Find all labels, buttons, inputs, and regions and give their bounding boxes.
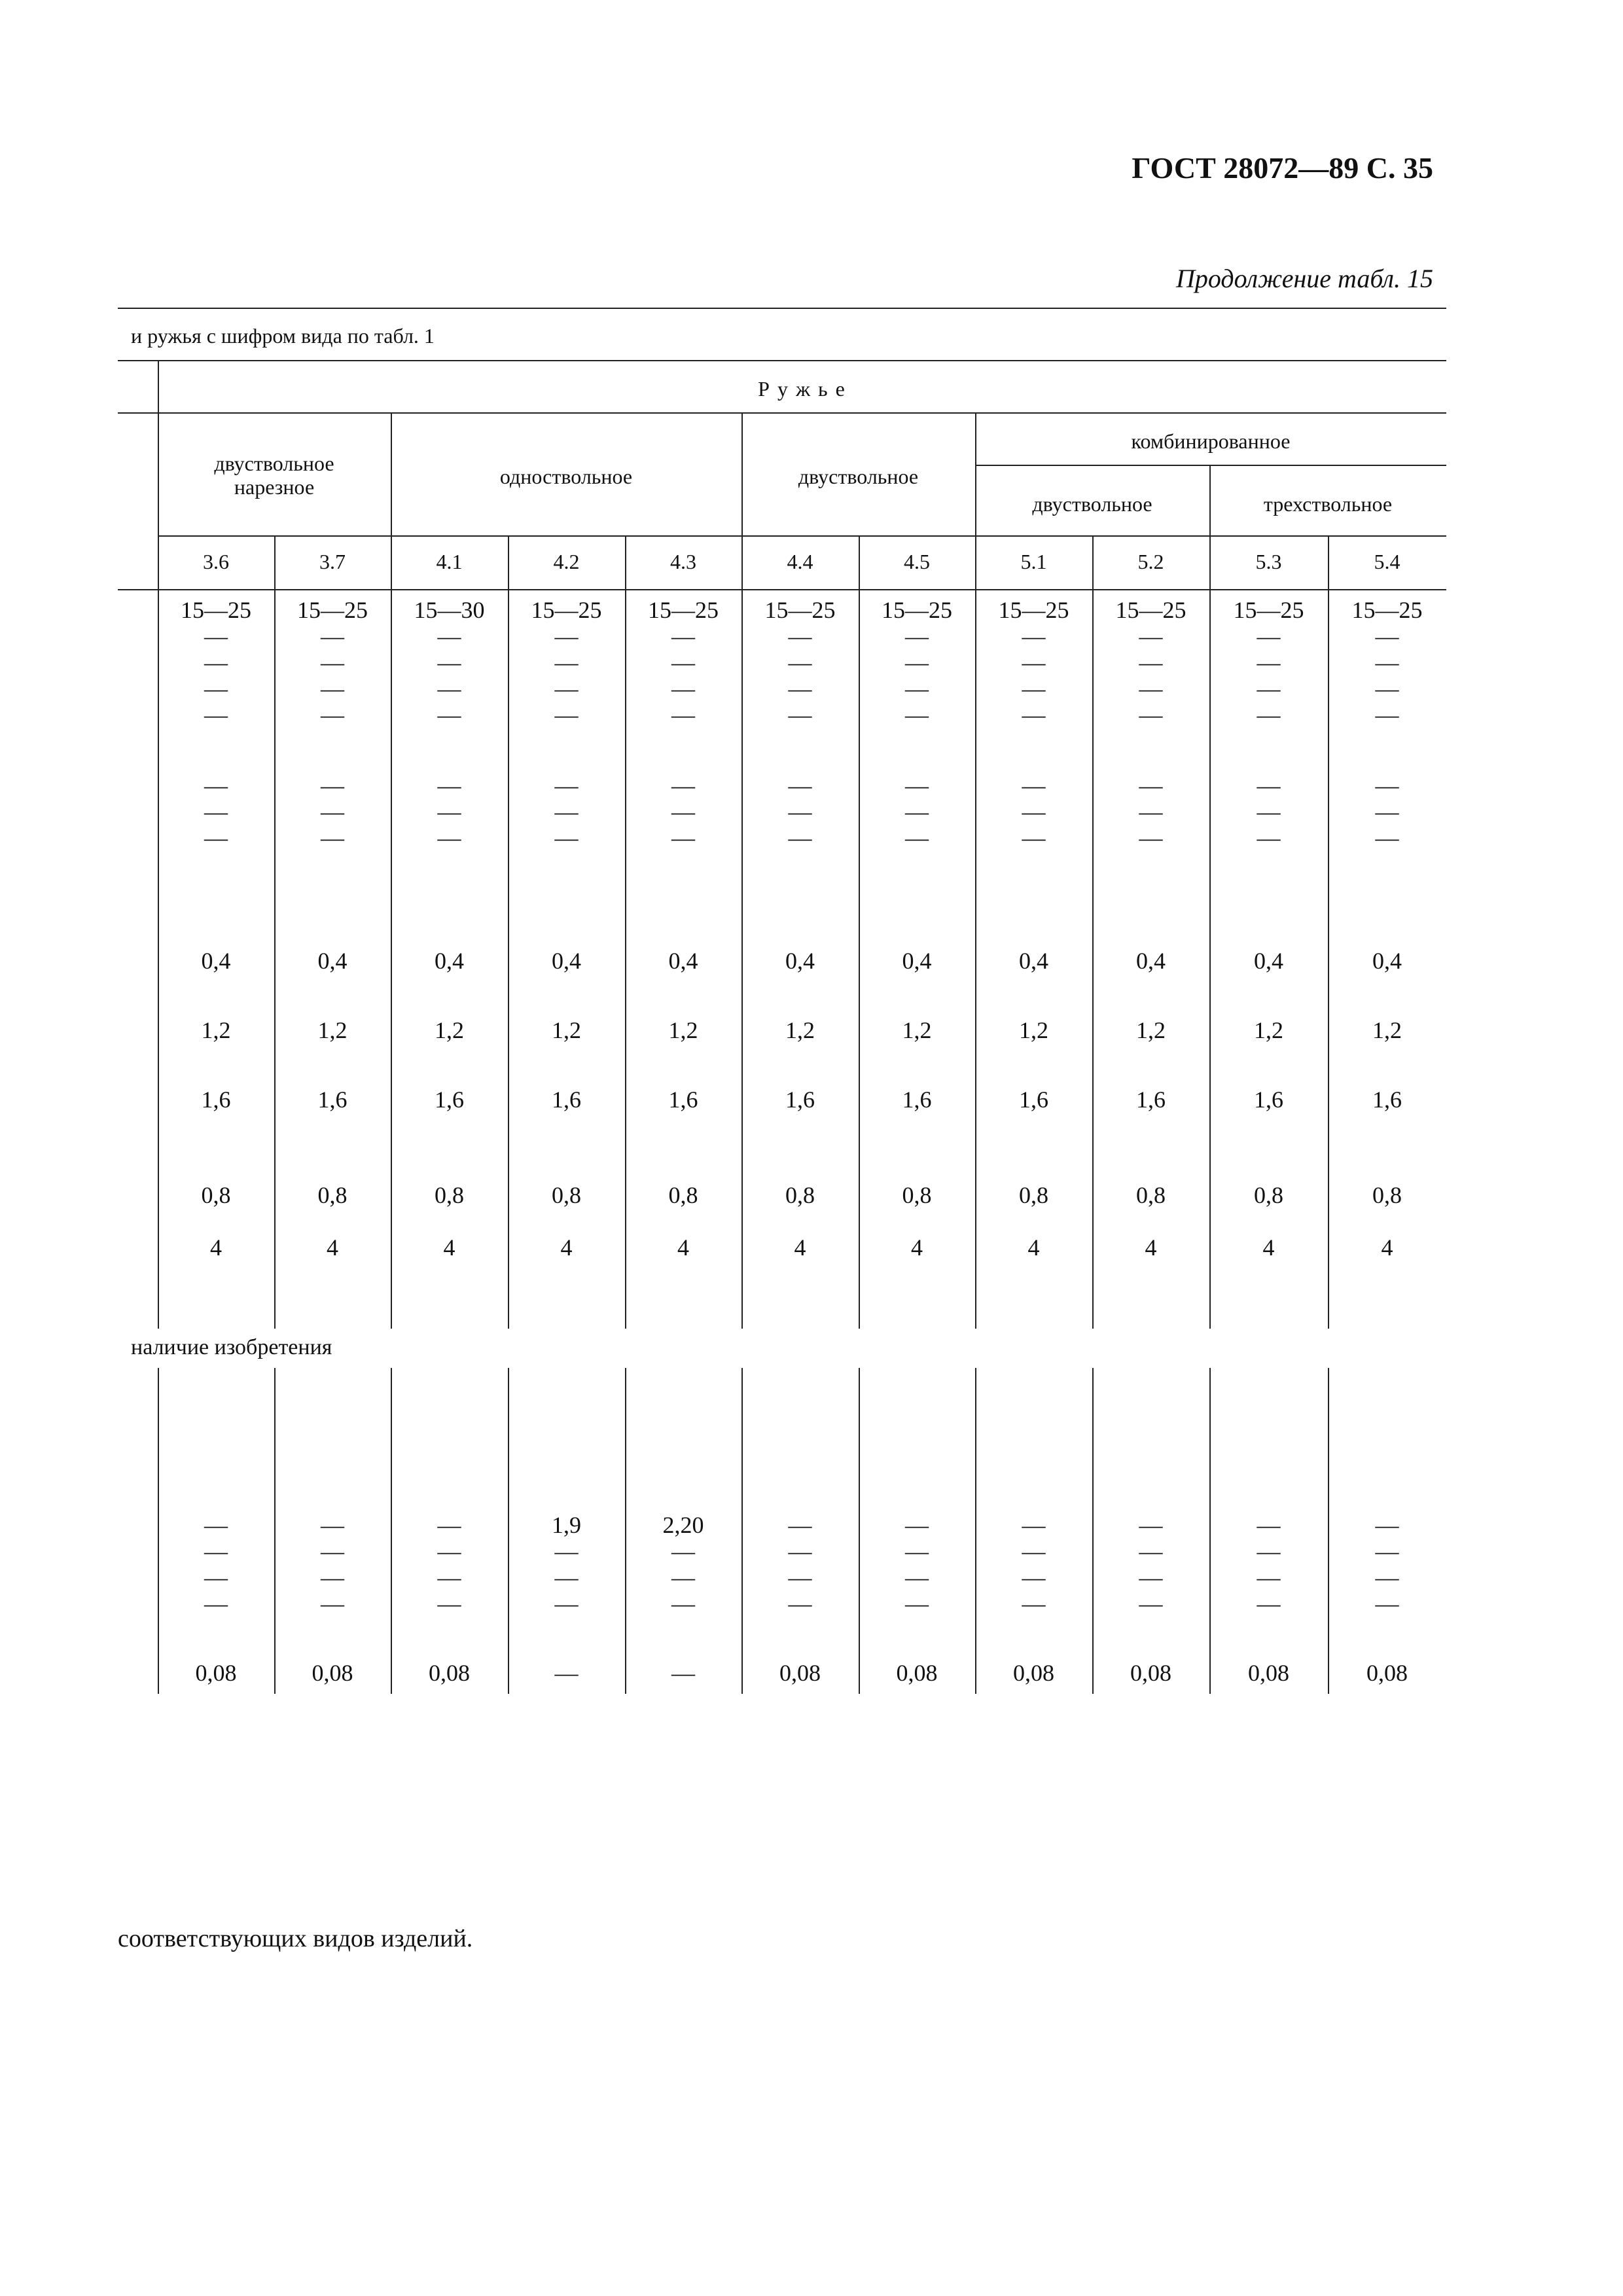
dash-cell: —: [1139, 1538, 1163, 1564]
value-cell: 4: [911, 1234, 923, 1261]
subgroup-single: одноствольное: [499, 465, 633, 488]
footer-text: соответствующих видов изделий.: [118, 1925, 473, 1952]
value-cell: 1,2: [902, 1017, 932, 1043]
value-cell: 0,08: [896, 1660, 938, 1686]
dash-cell: —: [671, 798, 695, 825]
dash-cell: —: [671, 623, 695, 649]
dash-cell: —: [321, 825, 344, 851]
dash-cell: —: [204, 675, 228, 702]
dash-cell: —: [1139, 825, 1163, 851]
value-cell: 4: [443, 1234, 455, 1261]
value-cell: 1,2: [201, 1017, 231, 1043]
dash-cell: —: [554, 675, 579, 702]
dash-cell: —: [1022, 702, 1046, 728]
dash-cell: —: [1022, 825, 1046, 851]
value-cell: 0,08: [779, 1660, 821, 1686]
code-cell: 3.7: [319, 550, 346, 573]
range-cell: 15—25: [882, 597, 952, 623]
dash-cell: —: [321, 702, 344, 728]
group-title: Р у ж ь е: [758, 377, 846, 401]
dash-cell: —: [1257, 825, 1281, 851]
dash-cell: —: [1022, 1538, 1046, 1564]
range-cell: 15—25: [764, 597, 836, 623]
dash-cell: —: [1139, 675, 1163, 702]
value-cell: 1,6: [902, 1086, 932, 1113]
dash-cell: —: [437, 1564, 461, 1590]
value-cell: 0,8: [435, 1182, 464, 1208]
value-cell: 4: [1027, 1234, 1040, 1261]
table-column: [975, 0, 1092, 1964]
value-cell: 4: [560, 1234, 573, 1261]
value-cell: 0,4: [201, 948, 231, 974]
code-cell: 5.3: [1255, 550, 1282, 573]
value-cell: 0,4: [1372, 948, 1402, 974]
value-cell: 0,08: [195, 1660, 237, 1686]
dash-cell: —: [1022, 623, 1046, 649]
range-cell: 15—30: [414, 597, 485, 623]
dash-cell: —: [554, 1590, 579, 1617]
value-cell: 1,6: [317, 1086, 348, 1113]
page-header: ГОСТ 28072—89 С. 35: [1132, 151, 1433, 185]
table-column: [859, 0, 975, 1964]
value-cell: —: [1139, 1512, 1163, 1538]
value-cell: —: [204, 1512, 228, 1538]
dash-cell: —: [321, 798, 344, 825]
table-column: [1328, 0, 1446, 1964]
dash-cell: —: [437, 798, 461, 825]
value-cell: —: [1375, 1512, 1399, 1538]
value-cell: 1,9: [552, 1512, 581, 1538]
code-cell: 4.5: [904, 550, 930, 573]
dash-cell: —: [1257, 772, 1281, 798]
value-cell: —: [1022, 1512, 1046, 1538]
value-cell: 4: [210, 1234, 222, 1261]
dash-cell: —: [437, 649, 461, 675]
value-cell: 4: [1145, 1234, 1157, 1261]
range-cell: 15—25: [1351, 597, 1423, 623]
dash-cell: —: [905, 649, 929, 675]
dash-cell: —: [321, 623, 344, 649]
value-cell: 0,8: [1019, 1182, 1048, 1208]
dash-cell: —: [554, 702, 579, 728]
value-cell: 0,8: [902, 1182, 932, 1208]
value-cell: 4: [327, 1234, 338, 1261]
subgroup-double-rifled: двуствольное нарезное: [214, 452, 334, 499]
value-cell: 0,4: [668, 948, 698, 974]
dash-cell: —: [671, 1564, 695, 1590]
dash-cell: —: [204, 772, 228, 798]
dash-cell: —: [1375, 798, 1399, 825]
dash-cell: —: [1139, 1590, 1163, 1617]
value-cell: 0,8: [1254, 1182, 1283, 1208]
value-cell: 0,08: [429, 1660, 470, 1686]
dash-cell: —: [437, 825, 461, 851]
dash-cell: —: [1257, 702, 1281, 728]
value-cell: —: [788, 1512, 812, 1538]
dash-cell: —: [204, 825, 228, 851]
value-cell: 0,8: [785, 1182, 815, 1208]
dash-cell: —: [1257, 1590, 1281, 1617]
table-column: [1092, 0, 1209, 1964]
value-cell: 1,2: [435, 1017, 464, 1043]
dash-cell: —: [788, 1590, 812, 1617]
value-cell: 1,6: [552, 1086, 581, 1113]
dash-cell: —: [1139, 649, 1163, 675]
dash-cell: —: [1375, 825, 1399, 851]
value-cell: 0,4: [902, 948, 932, 974]
dash-cell: —: [905, 675, 929, 702]
dash-cell: —: [321, 772, 344, 798]
dash-cell: —: [1139, 772, 1163, 798]
value-cell: 1,6: [1136, 1086, 1166, 1113]
dash-cell: —: [671, 675, 695, 702]
dash-cell: —: [554, 825, 579, 851]
dash-cell: —: [1257, 675, 1281, 702]
subgroup-combined-triple: трехствольное: [1263, 492, 1393, 516]
value-cell: 1,2: [1372, 1017, 1402, 1043]
range-cell: 15—25: [531, 597, 602, 623]
dash-cell: —: [905, 798, 929, 825]
table-column: [508, 0, 625, 1964]
dash-cell: —: [554, 798, 579, 825]
dash-cell: —: [905, 1564, 929, 1590]
subgroup-double: двуствольное: [798, 465, 919, 488]
dash-cell: —: [554, 772, 579, 798]
range-cell: 15—25: [297, 597, 368, 623]
dash-cell: —: [1375, 1590, 1399, 1617]
dash-cell: —: [437, 702, 461, 728]
dash-cell: —: [437, 675, 461, 702]
value-cell: 1,2: [1254, 1017, 1283, 1043]
dash-cell: —: [1257, 798, 1281, 825]
dash-cell: —: [671, 702, 695, 728]
value-cell: 1,2: [1136, 1017, 1166, 1043]
range-cell: 15—25: [1233, 597, 1304, 623]
table-column: [158, 0, 274, 1964]
dash-cell: —: [204, 1564, 228, 1590]
code-cell: 4.4: [787, 550, 813, 573]
range-cell: 15—25: [1115, 597, 1186, 623]
dash-cell: —: [321, 675, 344, 702]
dash-cell: —: [204, 623, 228, 649]
value-cell: 0,08: [1366, 1660, 1408, 1686]
dash-cell: —: [321, 1538, 344, 1564]
value-cell: 4: [1381, 1234, 1393, 1261]
value-cell: 1,6: [1019, 1086, 1048, 1113]
value-cell: 1,2: [785, 1017, 815, 1043]
dash-cell: —: [204, 798, 228, 825]
dash-cell: —: [1375, 772, 1399, 798]
dash-cell: —: [1375, 1564, 1399, 1590]
value-cell: 2,20: [662, 1512, 704, 1538]
table-column: [391, 0, 508, 1964]
dash-cell: —: [437, 623, 461, 649]
dash-cell: —: [554, 1538, 579, 1564]
table-column: [625, 0, 741, 1964]
code-cell: 5.1: [1020, 550, 1047, 573]
value-cell: —: [905, 1512, 929, 1538]
dash-cell: —: [1257, 649, 1281, 675]
dash-cell: —: [788, 675, 812, 702]
value-cell: 4: [677, 1234, 689, 1261]
dash-cell: —: [204, 1538, 228, 1564]
value-cell: 0,08: [1130, 1660, 1171, 1686]
dash-cell: —: [437, 1538, 461, 1564]
value-cell: 1,6: [1254, 1086, 1283, 1113]
value-cell: 4: [1262, 1234, 1275, 1261]
dash-cell: —: [1257, 1564, 1281, 1590]
code-cell: 4.1: [436, 550, 463, 573]
range-cell: 15—25: [648, 597, 719, 623]
value-cell: 1,6: [201, 1086, 231, 1113]
range-cell: 15—25: [181, 597, 251, 623]
value-cell: 1,6: [435, 1086, 464, 1113]
dash-cell: —: [1022, 649, 1046, 675]
table-column: [274, 0, 391, 1964]
range-cell: 15—25: [998, 597, 1069, 623]
dash-cell: —: [1375, 702, 1399, 728]
value-cell: 0,08: [1013, 1660, 1054, 1686]
dash-cell: —: [554, 623, 579, 649]
dash-cell: —: [321, 1590, 344, 1617]
value-cell: 1,2: [317, 1017, 348, 1043]
value-cell: —: [437, 1512, 461, 1538]
value-cell: 1,6: [785, 1086, 815, 1113]
value-cell: —: [671, 1660, 695, 1686]
value-cell: 4: [794, 1234, 806, 1261]
dash-cell: —: [1139, 1564, 1163, 1590]
dash-cell: —: [204, 702, 228, 728]
value-cell: —: [554, 1660, 579, 1686]
value-cell: 0,4: [1136, 948, 1166, 974]
dash-cell: —: [321, 1564, 344, 1590]
table-column: [1209, 0, 1328, 1964]
subgroup-combined: комбинированное: [1131, 429, 1291, 453]
dash-cell: —: [1375, 1538, 1399, 1564]
value-cell: —: [321, 1512, 344, 1538]
dash-cell: —: [1257, 623, 1281, 649]
code-cell: 4.3: [670, 550, 696, 573]
dash-cell: —: [437, 1590, 461, 1617]
dash-cell: —: [1139, 623, 1163, 649]
dash-cell: —: [788, 1538, 812, 1564]
dash-cell: —: [788, 825, 812, 851]
dash-cell: —: [1375, 649, 1399, 675]
value-cell: 0,8: [201, 1182, 231, 1208]
value-cell: 0,08: [1248, 1660, 1289, 1686]
dash-cell: —: [554, 649, 579, 675]
dash-cell: —: [204, 649, 228, 675]
dash-cell: —: [554, 1564, 579, 1590]
dash-cell: —: [437, 772, 461, 798]
dash-cell: —: [1375, 675, 1399, 702]
value-cell: 0,4: [552, 948, 581, 974]
value-cell: 0,8: [1136, 1182, 1166, 1208]
table-continuation-label: Продолжение табл. 15: [1175, 264, 1433, 293]
dash-cell: —: [671, 772, 695, 798]
dash-cell: —: [788, 649, 812, 675]
value-cell: 1,2: [552, 1017, 581, 1043]
value-cell: 1,2: [668, 1017, 698, 1043]
value-cell: 1,6: [1372, 1086, 1402, 1113]
dash-cell: —: [788, 1564, 812, 1590]
value-cell: 0,4: [435, 948, 464, 974]
dash-cell: —: [905, 702, 929, 728]
dash-cell: —: [321, 649, 344, 675]
value-cell: 0,8: [552, 1182, 581, 1208]
dash-cell: —: [788, 798, 812, 825]
dash-cell: —: [905, 1538, 929, 1564]
dash-cell: —: [788, 623, 812, 649]
dash-cell: —: [1022, 675, 1046, 702]
value-cell: 1,2: [1019, 1017, 1048, 1043]
value-cell: 0,4: [1019, 948, 1048, 974]
code-cell: 5.2: [1137, 550, 1164, 573]
dash-cell: —: [1022, 1564, 1046, 1590]
value-cell: 0,8: [668, 1182, 698, 1208]
dash-cell: —: [905, 825, 929, 851]
table-caption: и ружья с шифром вида по табл. 1: [131, 324, 435, 348]
dash-cell: —: [1139, 702, 1163, 728]
code-cell: 5.4: [1374, 550, 1400, 573]
code-cell: 4.2: [553, 550, 580, 573]
dash-cell: —: [671, 1590, 695, 1617]
dash-cell: —: [1022, 1590, 1046, 1617]
dash-cell: —: [204, 1590, 228, 1617]
dash-cell: —: [671, 1538, 695, 1564]
dash-cell: —: [788, 772, 812, 798]
value-cell: —: [1257, 1512, 1281, 1538]
value-cell: 0,4: [317, 948, 348, 974]
dash-cell: —: [905, 623, 929, 649]
dash-cell: —: [671, 649, 695, 675]
section-label: наличие изобретения: [131, 1335, 332, 1359]
code-cell: 3.6: [203, 550, 229, 573]
dash-cell: —: [905, 1590, 929, 1617]
value-cell: 0,4: [785, 948, 815, 974]
dash-cell: —: [671, 825, 695, 851]
dash-cell: —: [788, 702, 812, 728]
value-cell: 0,08: [312, 1660, 353, 1686]
value-cell: 1,6: [668, 1086, 698, 1113]
value-cell: 0,8: [317, 1182, 348, 1208]
dash-cell: —: [1022, 772, 1046, 798]
dash-cell: —: [905, 772, 929, 798]
value-cell: 0,8: [1372, 1182, 1402, 1208]
dash-cell: —: [1022, 798, 1046, 825]
dash-cell: —: [1257, 1538, 1281, 1564]
value-cell: 0,4: [1254, 948, 1283, 974]
table-column: [741, 0, 859, 1964]
subgroup-combined-double: двуствольное: [1032, 492, 1152, 516]
dash-cell: —: [1375, 623, 1399, 649]
dash-cell: —: [1139, 798, 1163, 825]
